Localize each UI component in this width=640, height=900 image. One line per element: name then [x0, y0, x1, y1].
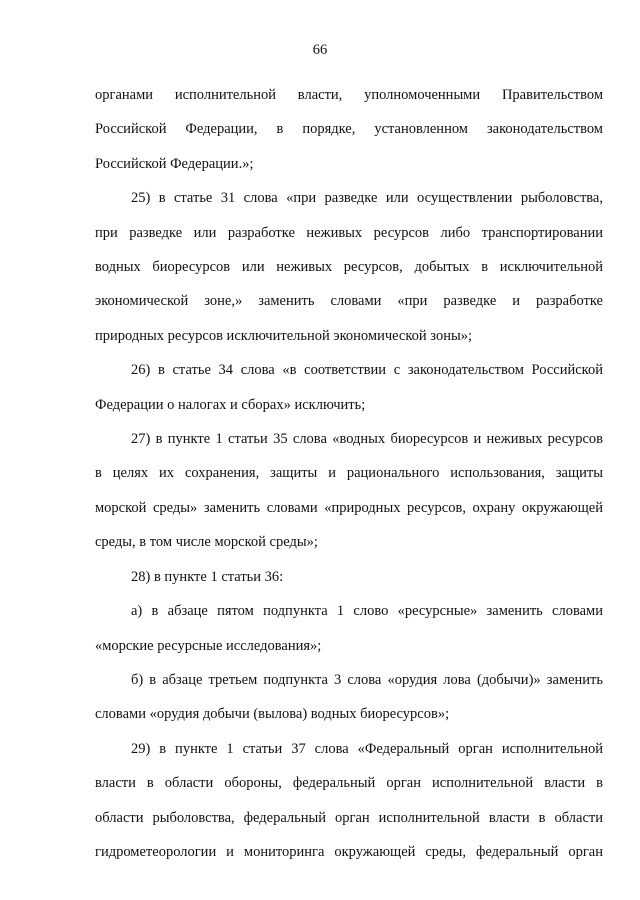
text-line: среды, в том числе морской среды»; [95, 534, 318, 551]
text-line: Федерации о налогах и сборах» исключить; [95, 396, 366, 413]
text-line: в целях их сохранения, защиты и рационального использования, защиты [95, 465, 603, 482]
paragraph-subitem-a [95, 594, 603, 663]
text-line: 29) в пункте 1 статьи 37 слова «Федеральный орган исполнительной [131, 740, 603, 757]
text-line: области рыболовства, федеральный орган исполнительной власти в области [95, 809, 603, 826]
text-line: при разведке или разработке неживых ресурсов либо транспортировании [95, 224, 603, 241]
text-line: морской среды» заменить словами «природных ресурсов, охрану окружающей [95, 499, 603, 516]
text-line: 27) в пункте 1 статьи 35 слова «водных биоресурсов и неживых ресурсов [131, 431, 603, 448]
paragraph-item-25 [95, 181, 603, 353]
paragraph-item-27 [95, 422, 603, 560]
paragraph-item-26 [95, 353, 603, 422]
paragraph-item-28 [95, 560, 603, 594]
text-line: а) в абзаце пятом подпункта 1 слово «ресурсные» заменить словами [131, 603, 603, 620]
text-line: водных биоресурсов или неживых ресурсов, добытых в исключительной [95, 259, 603, 276]
text-line: природных ресурсов исключительной экономической зоны»; [95, 327, 472, 344]
paragraph-item-29 [95, 732, 603, 870]
text-line: «морские ресурсные исследования»; [95, 637, 322, 654]
text-line: б) в абзаце третьем подпункта 3 слова «орудия лова (добычи)» заменить [131, 671, 603, 688]
text-line: экономической зоне,» заменить словами «при разведке и разработке [95, 293, 603, 310]
page-number: 66 [312, 42, 328, 58]
text-line: Российской Федерации, в порядке, установленном законодательством [95, 121, 603, 138]
text-line: 28) в пункте 1 статьи 36: [131, 568, 284, 585]
text-line: словами «орудия добычи (вылова) водных биоресурсов»; [95, 706, 450, 723]
text-line: 26) в статье 34 слова «в соответствии с законодательством Российской [131, 362, 603, 379]
paragraph-subitem-b [95, 663, 603, 732]
text-line: власти в области обороны, федеральный орган исполнительной власти в [95, 775, 603, 792]
text-line: 25) в статье 31 слова «при разведке или осуществлении рыболовства, [131, 190, 603, 207]
text-line: Российской Федерации.»; [95, 155, 254, 172]
text-line: органами исполнительной власти, уполномоченными Правительством [95, 87, 603, 103]
text-line: гидрометеорологии и мониторинга окружающей среды, федеральный орган [95, 843, 603, 860]
document-body [95, 78, 603, 869]
paragraph-continuation [95, 78, 603, 181]
